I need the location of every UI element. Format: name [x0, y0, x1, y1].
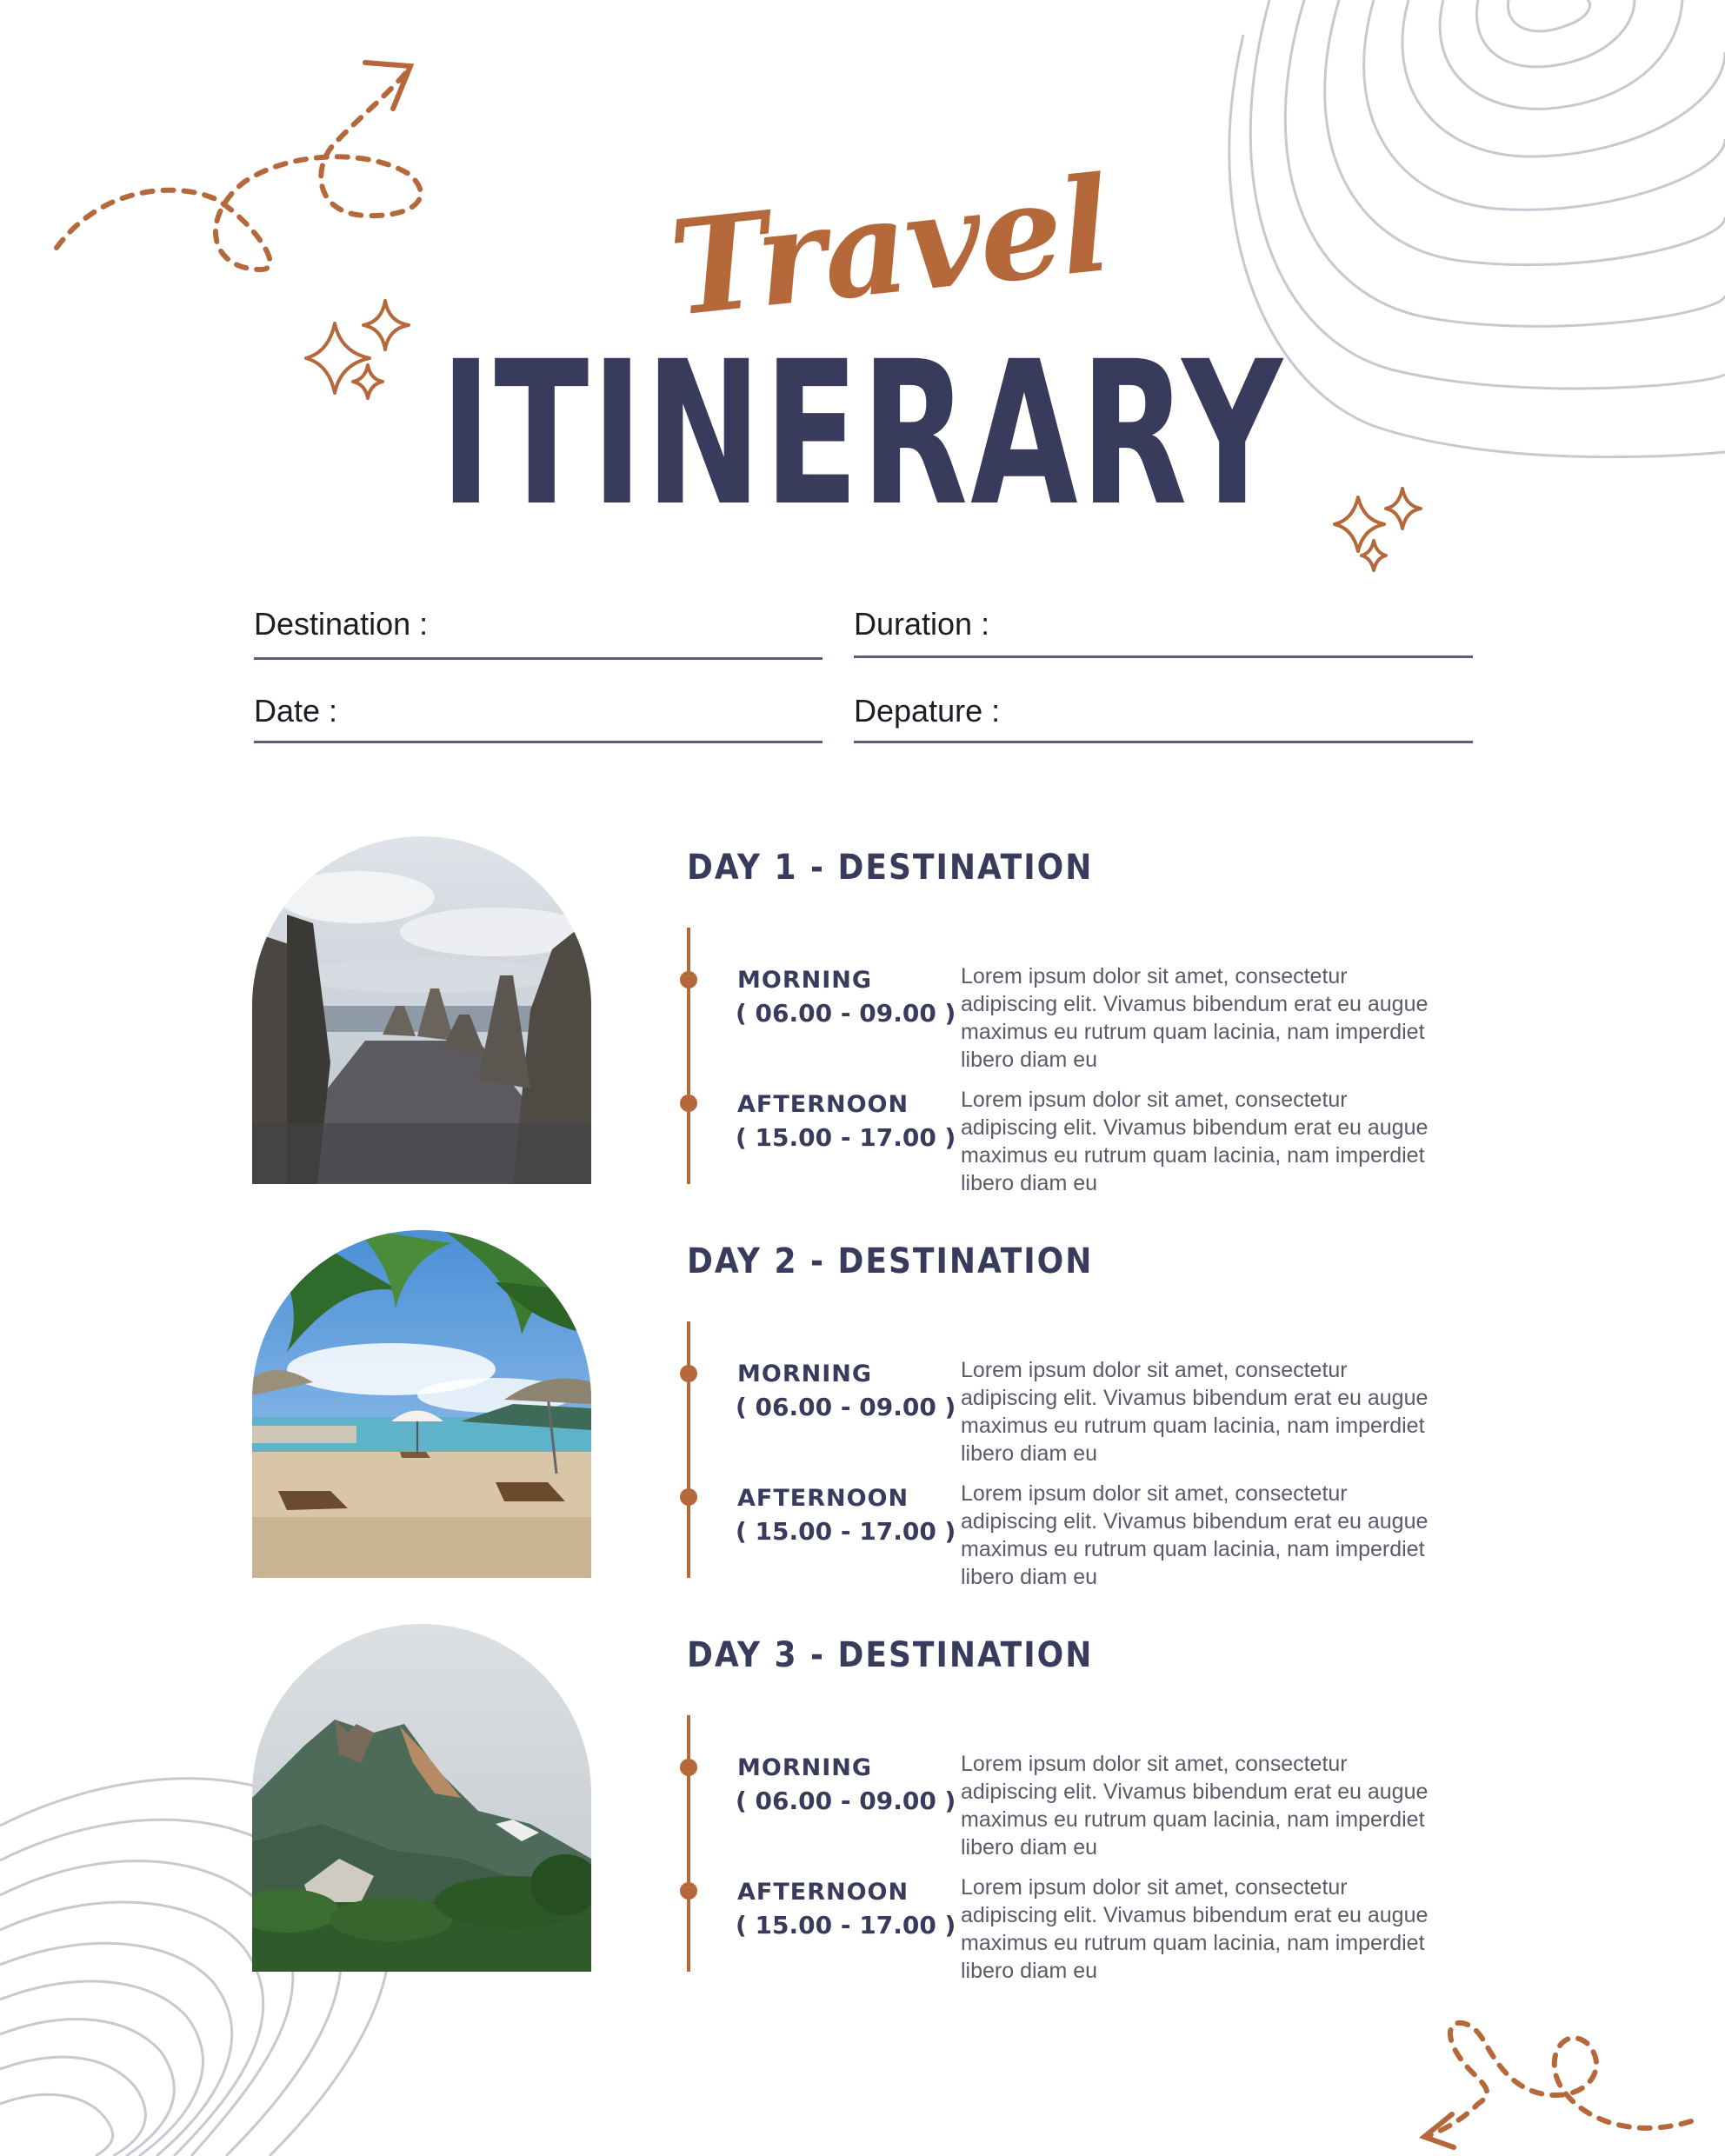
morning-time: ( 06.00 - 09.00 ) — [736, 1393, 956, 1421]
timeline-dot — [680, 1365, 697, 1382]
morning-label: MORNING — [737, 967, 873, 994]
duration-label: Duration : — [854, 606, 990, 642]
destination-line[interactable] — [254, 657, 823, 660]
destination-label: Destination : — [254, 606, 429, 642]
page-title: ITINERARY — [440, 318, 1285, 549]
morning-label: MORNING — [737, 1754, 873, 1781]
afternoon-label: AFTERNOON — [737, 1879, 909, 1906]
date-label: Date : — [254, 693, 338, 729]
timeline-dot — [680, 1759, 697, 1776]
afternoon-description: Lorem ipsum dolor sit amet, consectetur adipiscing elit. Vivamus bibendum erat eu augue maximus eu rutrum quam lacinia, nam imperdiet libero diam eu — [961, 1875, 1429, 1983]
date-line[interactable] — [254, 741, 823, 743]
morning-time: ( 06.00 - 09.00 ) — [736, 999, 956, 1028]
day-block-1 — [0, 836, 1725, 1245]
departure-line[interactable] — [854, 741, 1473, 743]
departure-label: Depature : — [854, 693, 1001, 729]
day-title: DAY 3 - DESTINATION — [687, 1635, 1094, 1675]
day-block-2 — [0, 1230, 1725, 1639]
timeline-dot — [680, 1488, 697, 1506]
afternoon-time: ( 15.00 - 17.00 ) — [736, 1517, 956, 1546]
timeline-line — [687, 1321, 690, 1578]
morning-description: Lorem ipsum dolor sit amet, consectetur adipiscing elit. Vivamus bibendum erat eu augue maximus eu rutrum quam lacinia, nam imperdiet libero diam eu — [961, 1358, 1429, 1466]
day-title: DAY 1 - DESTINATION — [687, 848, 1094, 888]
afternoon-time: ( 15.00 - 17.00 ) — [736, 1123, 956, 1152]
timeline-dot — [680, 971, 697, 988]
mountain-landscape-photo — [252, 1624, 591, 1972]
day-block-3 — [0, 1624, 1725, 2033]
day-title: DAY 2 - DESTINATION — [687, 1241, 1094, 1281]
timeline-dot — [680, 1095, 697, 1112]
timeline-line — [687, 928, 690, 1184]
afternoon-description: Lorem ipsum dolor sit amet, consectetur adipiscing elit. Vivamus bibendum erat eu augue maximus eu rutrum quam lacinia, nam imperdiet libero diam eu — [961, 1088, 1429, 1195]
afternoon-time: ( 15.00 - 17.00 ) — [736, 1911, 956, 1940]
tropical-beach-photo — [252, 1230, 591, 1578]
afternoon-label: AFTERNOON — [737, 1485, 909, 1512]
morning-time: ( 06.00 - 09.00 ) — [736, 1787, 956, 1815]
title-script: Travel — [663, 148, 1116, 346]
timeline-line — [687, 1715, 690, 1972]
afternoon-label: AFTERNOON — [737, 1091, 909, 1118]
morning-description: Lorem ipsum dolor sit amet, consectetur adipiscing elit. Vivamus bibendum erat eu augue maximus eu rutrum quam lacinia, nam imperdiet libero diam eu — [961, 1752, 1429, 1860]
afternoon-description: Lorem ipsum dolor sit amet, consectetur adipiscing elit. Vivamus bibendum erat eu augue maximus eu rutrum quam lacinia, nam imperdiet libero diam eu — [961, 1481, 1429, 1589]
timeline-dot — [680, 1882, 697, 1900]
duration-line[interactable] — [854, 655, 1473, 658]
temple-stupas-photo — [252, 836, 591, 1184]
morning-description: Lorem ipsum dolor sit amet, consectetur adipiscing elit. Vivamus bibendum erat eu augue maximus eu rutrum quam lacinia, nam imperdiet libero diam eu — [961, 964, 1429, 1072]
morning-label: MORNING — [737, 1361, 873, 1387]
